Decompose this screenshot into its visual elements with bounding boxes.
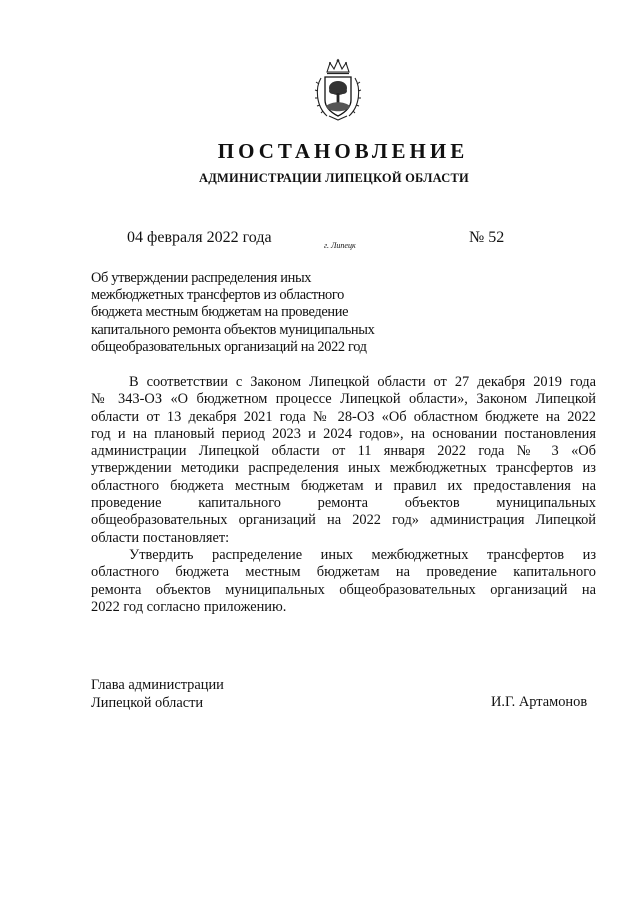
subject-line: капитального ремонта объектов муниципальных (91, 321, 375, 338)
document-subtitle: АДМИНИСТРАЦИИ ЛИПЕЦКОЙ ОБЛАСТИ (199, 171, 469, 185)
body-paragraph-2 (91, 547, 596, 616)
document-number: № 52 (469, 229, 505, 246)
paragraph-line: области постановляет: (91, 529, 230, 546)
document-subject (91, 270, 421, 356)
paragraph-line: 2022 год согласно приложению. (91, 598, 287, 615)
coat-of-arms-icon (313, 58, 363, 122)
subject-line: бюджета местным бюджетам на проведение (91, 304, 349, 321)
paragraph-line: администрации Липецкой области от 11 января 2022 года № 3 «Об (91, 443, 596, 460)
document-city: г. Липецк (324, 241, 356, 250)
paragraph-line: проведение капитального ремонта объектов муниципальных (91, 495, 596, 512)
body-paragraph-1 (91, 374, 596, 547)
signatory-name: И.Г. Артамонов (491, 694, 588, 710)
paragraph-line: утверждении методики распределения иных межбюджетных трансфертов из (91, 460, 596, 477)
paragraph-line: общеобразовательных организаций на 2022 год» администрация Липецкой (91, 512, 596, 529)
subject-line: Об утверждении распределения иных (91, 270, 312, 286)
position-line: Глава администрации (91, 677, 224, 693)
paragraph-line: В соответствии с Законом Липецкой области от 27 декабря 2019 года (129, 374, 596, 390)
paragraph-line: области от 13 декабря 2021 года № 28-ОЗ «Об областном бюджете на 2022 (91, 408, 596, 425)
paragraph-line: Утвердить распределение иных межбюджетных трансфертов из (129, 547, 596, 563)
signatory-position (91, 677, 224, 712)
paragraph-line: № 343-ОЗ «О бюджетном процессе Липецкой области», Законом Липецкой (91, 391, 596, 408)
paragraph-line: год и на плановый период 2023 и 2024 годов», на основании постановления (91, 425, 596, 442)
subject-line: общеобразовательных организаций на 2022 год (91, 338, 367, 355)
subject-line: межбюджетных трансфертов из областного (91, 287, 344, 304)
document-date: 04 февраля 2022 года (127, 229, 272, 246)
paragraph-line: областного бюджета местным бюджетам на проведение капитального (91, 564, 596, 581)
paragraph-line: областного бюджета местным бюджетам и правил их предоставления на (91, 477, 596, 494)
paragraph-line: ремонта объектов муниципальных общеобразовательных организаций на (91, 581, 596, 598)
position-line: Липецкой области (91, 694, 204, 711)
document-title: ПОСТАНОВЛЕНИЕ (217, 139, 469, 163)
